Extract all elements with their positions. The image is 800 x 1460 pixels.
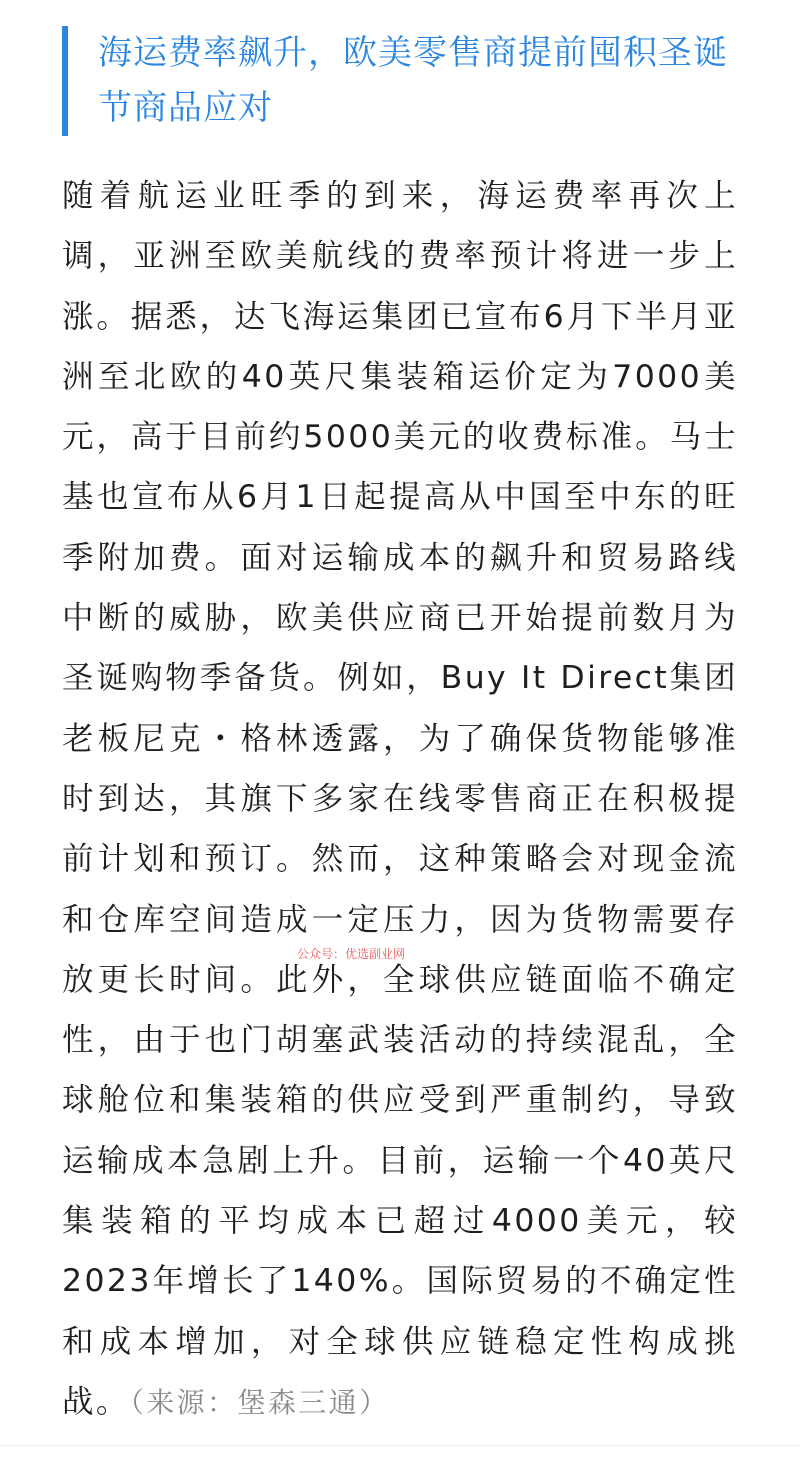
headline: 海运费率飙升，欧美零售商提前囤积圣诞节商品应对 [98, 33, 728, 128]
headline-block [62, 26, 752, 136]
bottom-divider [0, 1445, 800, 1446]
watermark: 公众号：优选副业网 [297, 947, 406, 961]
source-note: （来源：堡森三通） [129, 1385, 390, 1419]
article-body [62, 166, 738, 1433]
body-text: 随着航运业旺季的到来，海运费率再次上调，亚洲至欧美航线的费率预计将进一步上涨。据悉，达飞海运集团已宣布6月下半月亚洲至北欧的40英尺集装箱运价定为7000美元，高于目前约5000美元的收费标准。马士基也宣布从6月1日起提高从中国至中东的旺季附加费。面对运输成本的飙升和贸易路线中断的威胁，欧美供应商已开始提前数月为圣诞购物季备货。例如，Buy It Direct集团老板尼克・格林透露，为了确保货物能够准时到达，其旗下多家在线零售商正在积极提前计划和预订。然而，这种策略会对现金流和仓库空间造成一定压力，因为货物需要存放更长时间。此外，全球供应链面临不确定性，由于也门胡塞武装活动的持续混乱，全球舱位和集装箱的供应受到严重制约，导致运输成本急剧上升。目前，运输一个40英尺集装箱的平均成本已超过4000美元，较2023年增长了140%。国际贸易的不确定性和成本增加，对全球供应链稳定性构成挑战。 [62, 178, 738, 1420]
